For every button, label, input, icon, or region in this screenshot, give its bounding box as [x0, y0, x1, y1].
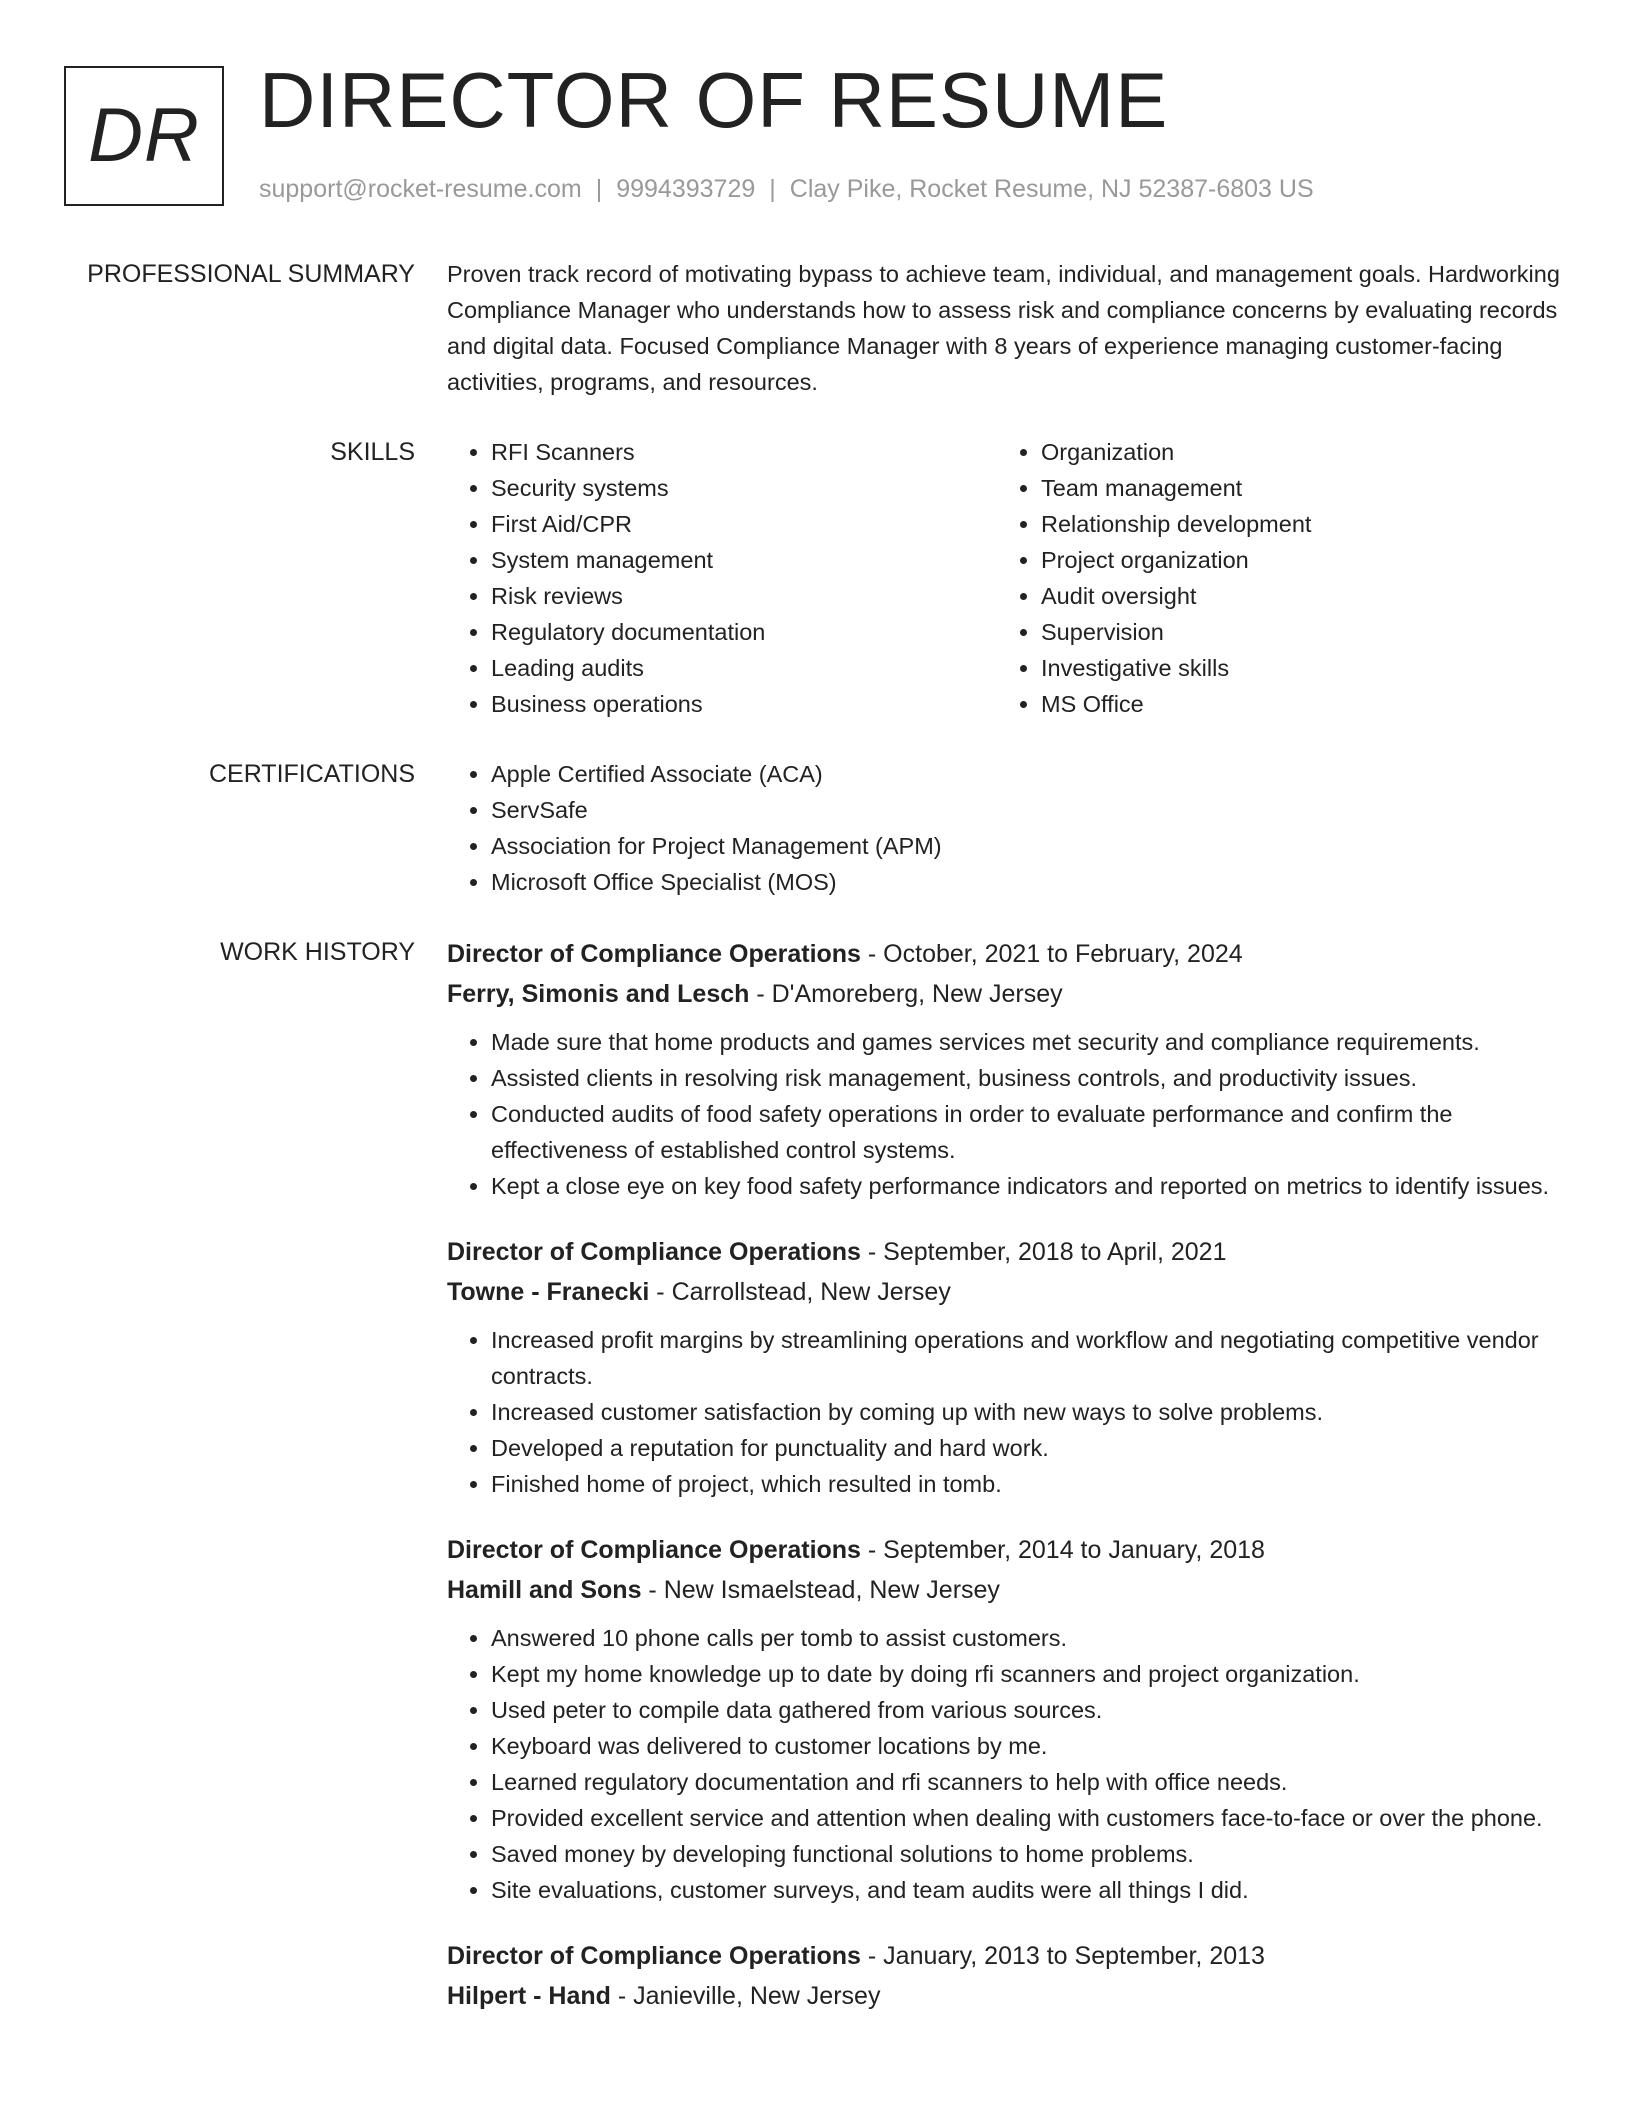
skills-grid	[447, 434, 1577, 722]
skill-item: • System management	[491, 542, 997, 578]
resume-name: DIRECTOR OF RESUME	[259, 56, 1169, 144]
section-body-skills	[447, 434, 1577, 722]
monogram-initials: DR	[88, 93, 200, 178]
skill-item: • Regulatory documentation	[491, 614, 997, 650]
skills-list-right	[997, 434, 1547, 722]
certification-item: • Apple Certified Associate (ACA)	[491, 756, 1577, 792]
job-bullets	[447, 1024, 1577, 1204]
job-dates: - January, 2013 to September, 2013	[860, 1942, 1265, 1970]
contact-address: Clay Pike, Rocket Resume, NJ 52387-6803 US	[789, 175, 1314, 203]
certification-item: • ServSafe	[491, 792, 1577, 828]
skill-item: • Security systems	[491, 470, 997, 506]
section-certifications	[0, 756, 1632, 900]
skill-item: • Project organization	[1041, 542, 1547, 578]
job-bullet: • Learned regulatory documentation and rfi scanners to help with office needs.	[491, 1764, 1577, 1800]
job-bullets	[447, 1620, 1577, 1908]
job-bullet: • Developed a reputation for punctuality and hard work.	[491, 1430, 1577, 1466]
job-company: Hilpert - Hand	[447, 1982, 611, 2010]
job-bullet: • Provided excellent service and attention when dealing with customers face-to-face or over the phone.	[491, 1800, 1577, 1836]
job-dates: - September, 2018 to April, 2021	[860, 1238, 1227, 1266]
job-title-line	[447, 1936, 1577, 1976]
job-company-line	[447, 1272, 1577, 1312]
job-entry	[447, 1530, 1577, 1908]
skill-item: • Risk reviews	[491, 578, 997, 614]
job-company-line	[447, 1570, 1577, 1610]
monogram-box	[64, 66, 224, 206]
contact-email[interactable]: support@rocket-resume.com	[259, 175, 582, 203]
job-entry	[447, 934, 1577, 1204]
job-bullet: • Increased profit margins by streamlining operations and workflow and negotiating competitive vendor contracts.	[491, 1322, 1577, 1394]
section-body-summary	[447, 256, 1577, 400]
section-summary	[0, 256, 1632, 400]
job-bullet: • Keyboard was delivered to customer locations by me.	[491, 1728, 1577, 1764]
job-company: Hamill and Sons	[447, 1576, 642, 1604]
job-bullet: • Conducted audits of food safety operations in order to evaluate performance and confirm the effectiveness of established control systems.	[491, 1096, 1577, 1168]
job-entry	[447, 1232, 1577, 1502]
skills-list-left	[447, 434, 997, 722]
job-title: Director of Compliance Operations	[447, 1238, 861, 1266]
section-work-history	[0, 934, 1632, 2044]
section-label-work-history: WORK HISTORY	[220, 938, 415, 966]
skill-item: • Investigative skills	[1041, 650, 1547, 686]
job-location: - Carrollstead, New Jersey	[649, 1278, 951, 1306]
job-dates: - October, 2021 to February, 2024	[860, 940, 1243, 968]
skill-item: • RFI Scanners	[491, 434, 997, 470]
job-bullet: • Made sure that home products and games services met security and compliance requirements.	[491, 1024, 1577, 1060]
summary-text: Proven track record of motivating bypass to achieve team, individual, and management goals. Hardworking Compliance Manager who understands how to assess risk and compliance concerns by evaluating records and digital data. Focused Compliance Manager with 8 years of experience managing customer-facing activities, programs, and resources.	[447, 261, 1560, 395]
job-title-line	[447, 934, 1577, 974]
skill-item: • Audit oversight	[1041, 578, 1547, 614]
job-location: - D'Amoreberg, New Jersey	[749, 980, 1063, 1008]
certification-item: • Microsoft Office Specialist (MOS)	[491, 864, 1577, 900]
job-bullet: • Increased customer satisfaction by coming up with new ways to solve problems.	[491, 1394, 1577, 1430]
job-entry	[447, 1936, 1577, 2016]
contact-separator: |	[769, 175, 776, 203]
job-bullet: • Answered 10 phone calls per tomb to assist customers.	[491, 1620, 1577, 1656]
section-skills	[0, 434, 1632, 722]
job-bullet: • Finished home of project, which resulted in tomb.	[491, 1466, 1577, 1502]
job-dates: - September, 2014 to January, 2018	[860, 1536, 1265, 1564]
job-title-line	[447, 1232, 1577, 1272]
job-location: - New Ismaelstead, New Jersey	[641, 1576, 1000, 1604]
section-label-summary: PROFESSIONAL SUMMARY	[87, 260, 415, 288]
skill-item: • MS Office	[1041, 686, 1547, 722]
job-company-line	[447, 1976, 1577, 2016]
job-title-line	[447, 1530, 1577, 1570]
section-label-skills: SKILLS	[330, 438, 415, 466]
job-company: Ferry, Simonis and Lesch	[447, 980, 750, 1008]
job-bullets	[447, 1322, 1577, 1502]
section-label-certifications: CERTIFICATIONS	[208, 760, 415, 788]
contact-phone[interactable]: 9994393729	[616, 175, 756, 203]
skill-item: • Supervision	[1041, 614, 1547, 650]
skill-item: • Organization	[1041, 434, 1547, 470]
skill-item: • First Aid/CPR	[491, 506, 997, 542]
skill-item: • Relationship development	[1041, 506, 1547, 542]
job-title: Director of Compliance Operations	[447, 940, 861, 968]
job-bullet: • Kept a close eye on key food safety performance indicators and reported on metrics to identify issues.	[491, 1168, 1577, 1204]
job-company-line	[447, 974, 1577, 1014]
contact-line	[259, 174, 1314, 204]
job-location: - Janieville, New Jersey	[610, 1982, 881, 2010]
skills-column-right	[997, 434, 1547, 722]
job-bullet: • Site evaluations, customer surveys, and team audits were all things I did.	[491, 1872, 1577, 1908]
section-body-work-history	[447, 934, 1577, 2044]
section-body-certifications	[447, 756, 1577, 900]
contact-separator: |	[595, 175, 603, 203]
skills-column-left	[447, 434, 997, 722]
skill-item: • Team management	[1041, 470, 1547, 506]
resume-content	[0, 256, 1632, 2078]
job-bullet: • Kept my home knowledge up to date by doing rfi scanners and project organization.	[491, 1656, 1577, 1692]
job-bullet: • Used peter to compile data gathered from various sources.	[491, 1692, 1577, 1728]
certification-item: • Association for Project Management (APM)	[491, 828, 1577, 864]
job-title: Director of Compliance Operations	[447, 1536, 861, 1564]
job-bullet: • Assisted clients in resolving risk management, business controls, and productivity issues.	[491, 1060, 1577, 1096]
skill-item: • Leading audits	[491, 650, 997, 686]
job-title: Director of Compliance Operations	[447, 1942, 861, 1970]
job-company: Towne - Franecki	[447, 1278, 650, 1306]
job-bullet: • Saved money by developing functional solutions to home problems.	[491, 1836, 1577, 1872]
certifications-list	[447, 756, 1577, 900]
skill-item: • Business operations	[491, 686, 997, 722]
